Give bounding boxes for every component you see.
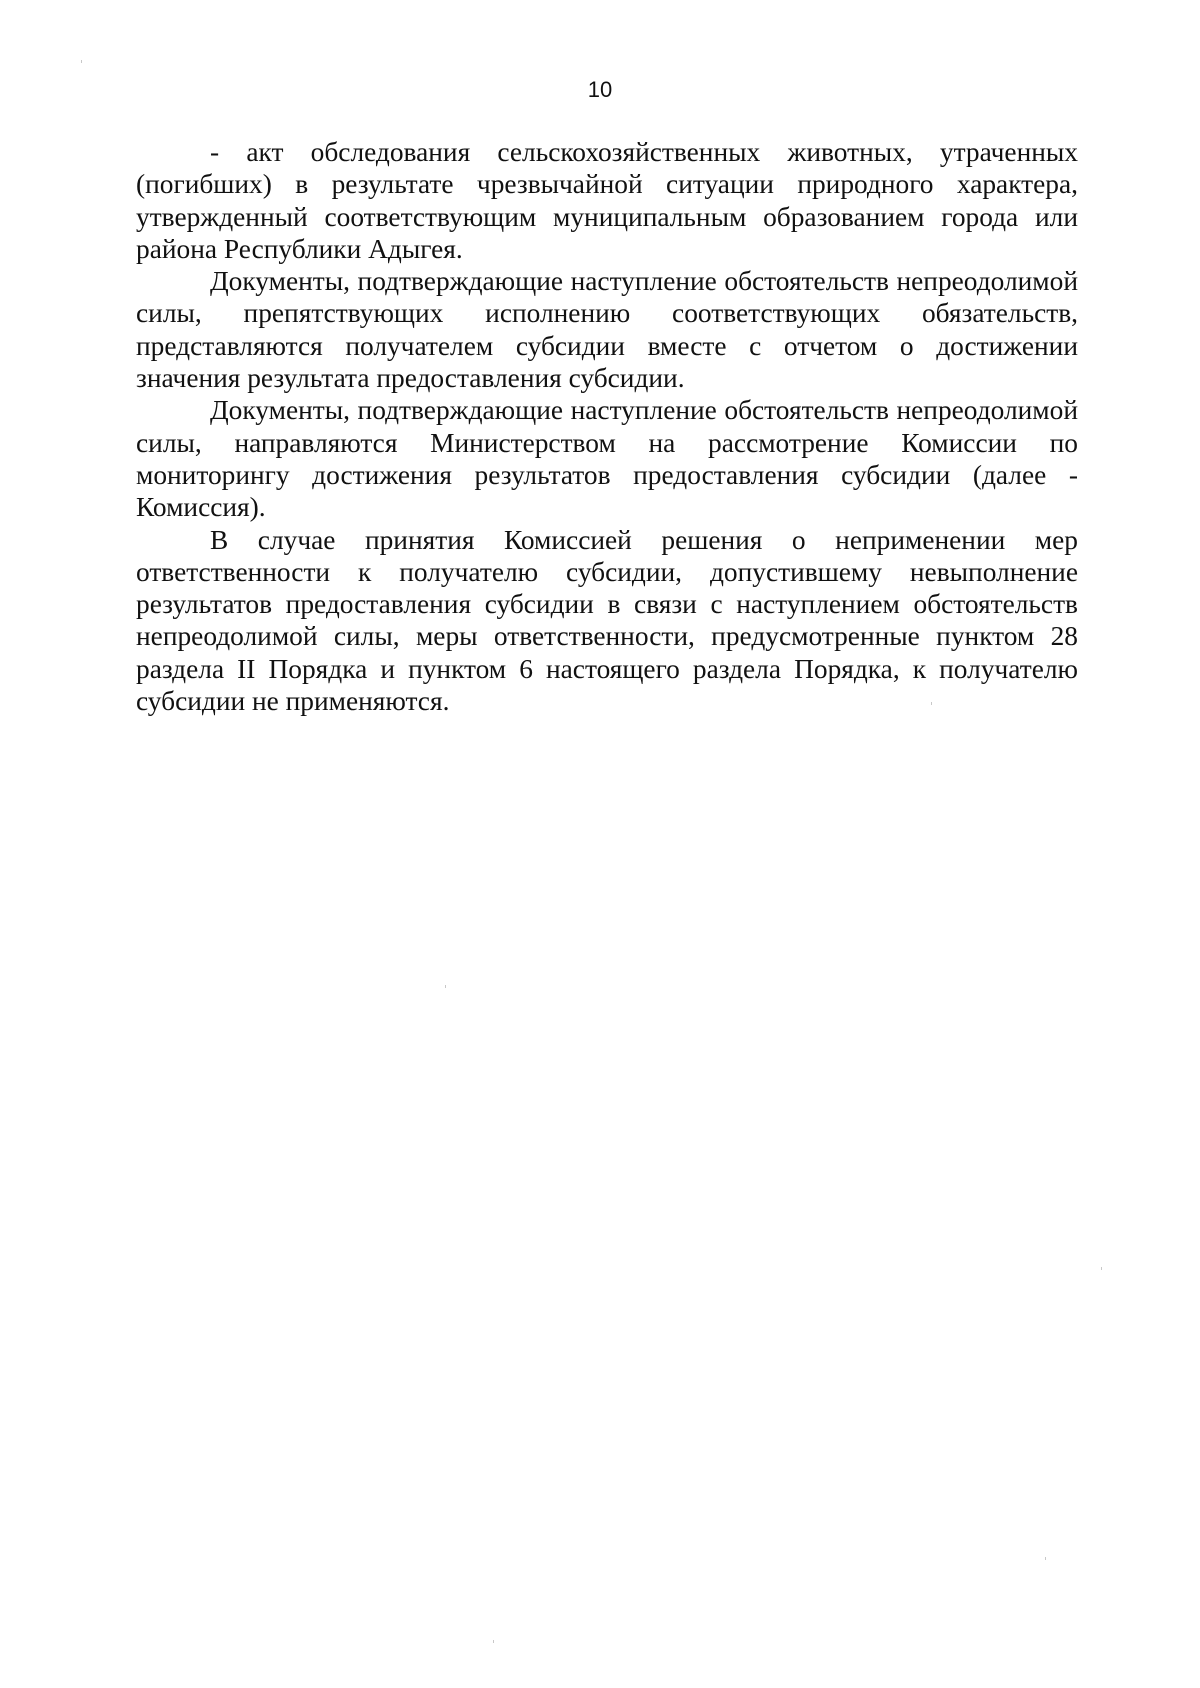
page-number: 10	[587, 77, 613, 102]
document-body	[136, 136, 1078, 717]
paragraph-documents-submission: Документы, подтверждающие наступление обстоятельств непреодолимой силы, препятствующих исполнению соответствующих обязательств, представляются получателем субсидии вместе с отчетом о достижении значения результата предоставления субсидии.	[136, 266, 1078, 394]
paragraph-act: - акт обследования сельскохозяйственных животных, утраченных (погибших) в результате чрезвычайной ситуации природного характера, утвержденный соответствующим муниципальным образованием города или района Республики Адыгея.	[136, 137, 1078, 264]
paragraph-documents-commission: Документы, подтверждающие наступление обстоятельств непреодолимой силы, направляются Министерством на рассмотрение Комиссии по мониторингу достижения результатов предоставления субсидии (далее - Комиссия).	[136, 395, 1078, 523]
paragraph-commission-decision: В случае принятия Комиссией решения о неприменении мер ответственности к получателю субсидии, допустившему невыполнение результатов предоставления субсидии в связи с наступлением обстоятельств непреодолимой силы, меры ответственности, предусмотренные пунктом 28 раздела II Порядка и пунктом 6 настоящего раздела Порядка, к получателю субсидии не применяются.	[136, 524, 1078, 717]
